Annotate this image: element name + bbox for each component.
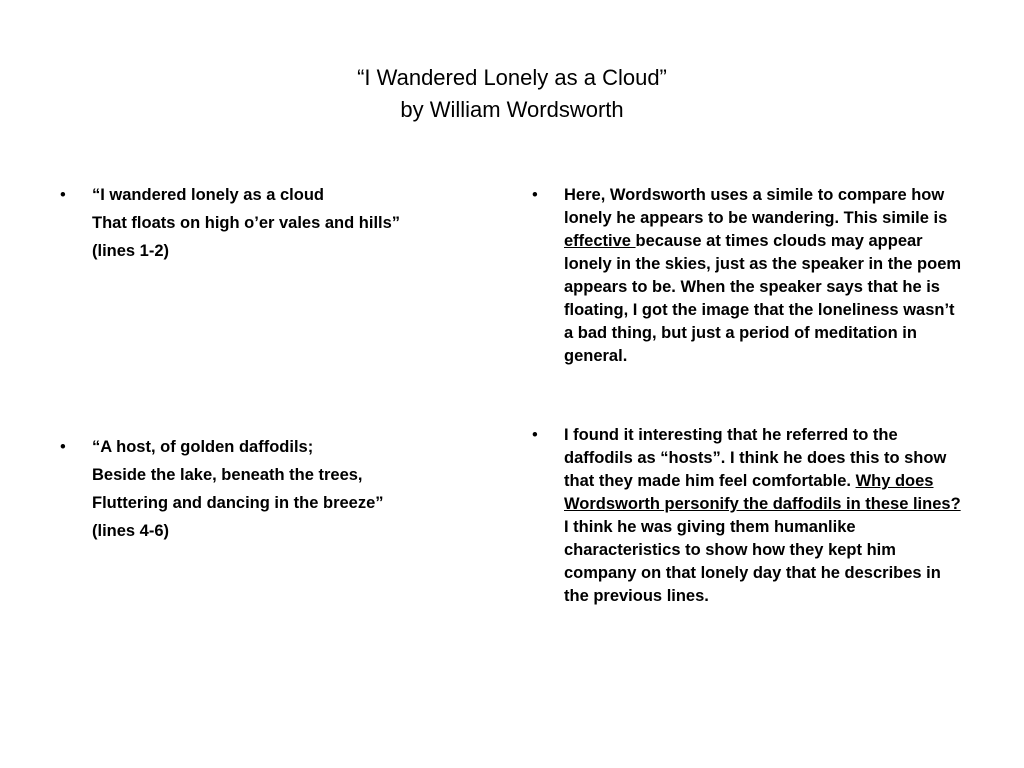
slide-title	[0, 62, 1024, 126]
quote-line: Fluttering and dancing in the breeze”	[92, 494, 384, 512]
title-line-poem: “I Wandered Lonely as a Cloud”	[357, 65, 667, 90]
commentary-underlined-segment: effective	[564, 232, 636, 250]
commentary-item-1	[532, 184, 964, 368]
bullet-icon: •	[532, 426, 538, 444]
quote-item-2	[60, 436, 480, 548]
quote-body	[92, 184, 480, 263]
quote-item-1	[60, 184, 480, 268]
commentary-segment: I think he was giving them humanlike characteristics to show how they kept him company on that lonely day that he describes in the previous lines.	[564, 518, 941, 605]
commentary-segment: I found it interesting that he referred to the daffodils as “hosts”. I think he does this to show that they made him feel comfortable.	[564, 426, 947, 490]
commentary-segment: Here, Wordsworth uses a simile to compare how lonely he appears to be wandering. This simile is	[564, 186, 948, 227]
title-line-author: by William Wordsworth	[400, 97, 624, 122]
quote-line: (lines 1-2)	[92, 242, 170, 260]
commentary-segment: because at times clouds may appear lonely in the skies, just as the speaker in the poem appears to be. When the speaker says that he is floating, I got the image that the loneliness wasn’t a bad thing, but just a period of meditation in general.	[564, 232, 962, 365]
quote-line: “A host, of golden daffodils;	[92, 438, 314, 456]
quote-line: That floats on high o’er vales and hills”	[92, 214, 401, 232]
bullet-icon: •	[60, 438, 66, 456]
commentary-text	[564, 184, 964, 368]
quote-line: “I wandered lonely as a cloud	[92, 186, 324, 204]
bullet-icon: •	[532, 186, 538, 204]
bullet-icon: •	[60, 186, 66, 204]
quote-body	[92, 436, 480, 543]
commentary-text	[564, 424, 964, 608]
commentary-underlined-question: Why does Wordsworth personify the daffodils in these lines?	[564, 472, 961, 513]
quote-line: Beside the lake, beneath the trees,	[92, 466, 363, 484]
quote-line: (lines 4-6)	[92, 522, 170, 540]
commentary-item-2	[532, 424, 964, 608]
